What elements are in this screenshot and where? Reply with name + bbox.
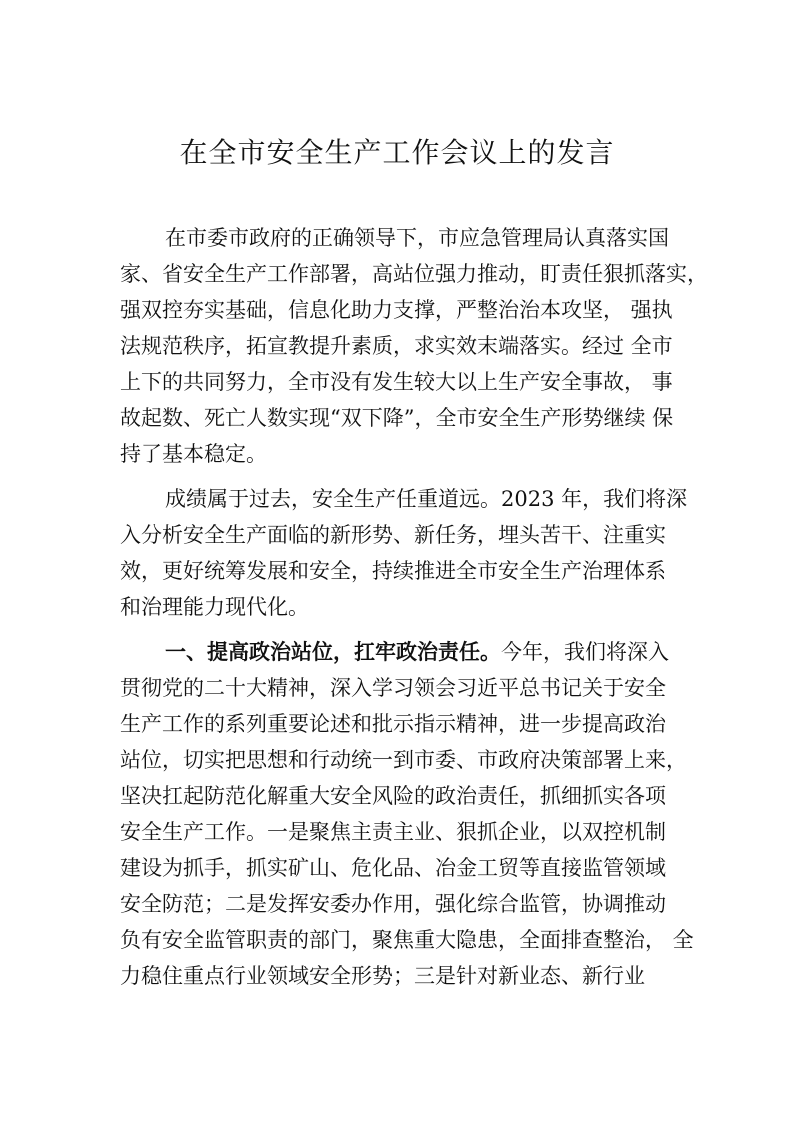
section-heading: 一、提高政治站位，扛牢政治责任。 <box>165 639 501 664</box>
paragraph-line: 故起数、死亡人数实现“双下降”，全市安全生产形势继续 保 <box>120 406 674 430</box>
paragraph-line: 负有安全监管职责的部门，聚焦重大隐患，全面排查整治， 全 <box>120 928 694 952</box>
paragraph-line: 建设为抓手，抓实矿山、危化品、冶金工贸等直接监管领域 <box>120 856 666 880</box>
paragraph-line: 入分析安全生产面临的新形势、新任务，埋头苦干、注重实 <box>120 523 666 547</box>
paragraph-line: 上下的共同努力，全市没有发生较大以上生产安全事故， 事 <box>120 370 673 394</box>
paragraph-line: 在市委市政府的正确领导下，市应急管理局认真落实国 <box>165 226 669 250</box>
section-heading-continuation: 今年，我们将深入 <box>501 640 669 664</box>
paragraph-line: 效，更好统筹发展和安全，持续推进全市安全生产治理体系 <box>120 559 666 583</box>
paragraph-line: 力稳住重点行业领域安全形势；三是针对新业态、新行业 <box>120 964 645 988</box>
paragraph-line: 贯彻党的二十大精神，深入学习领会习近平总书记关于安全 <box>120 676 666 700</box>
paragraph-line: 坚决扛起防范化解重大安全风险的政治责任，抓细抓实各项 <box>120 784 666 808</box>
page-title: 在全市安全生产工作会议上的发言 <box>179 136 615 169</box>
paragraph-line: 家、省安全生产工作部署，高站位强力推动，盯责任狠抓落实， <box>120 262 708 286</box>
paragraph-line: 站位，切实把思想和行动统一到市委、市政府决策部署上来， <box>120 748 687 772</box>
paragraph-line: 安全防范；二是发挥安委办作用，强化综合监管，协调推动 <box>120 892 666 916</box>
paragraph-line: 安全生产工作。一是聚焦主责主业、狠抓企业，以双控机制 <box>120 820 666 844</box>
section-paragraph-line <box>165 636 669 668</box>
paragraph-line: 持了基本稳定。 <box>120 442 267 466</box>
paragraph-line: 强双控夯实基础，信息化助力支撑，严整治治本攻坚， 强执 <box>120 298 673 322</box>
paragraph-line: 生产工作的系列重要论述和批示指示精神，进一步提高政治 <box>120 712 666 736</box>
paragraph-line: 成绩属于过去，安全生产任重道远。2023 年，我们将深 <box>165 487 688 511</box>
paragraph-line: 和治理能力现代化。 <box>120 595 309 619</box>
paragraph-line: 法规范秩序，拓宣教提升素质，求实效末端落实。经过 全市 <box>120 334 673 358</box>
